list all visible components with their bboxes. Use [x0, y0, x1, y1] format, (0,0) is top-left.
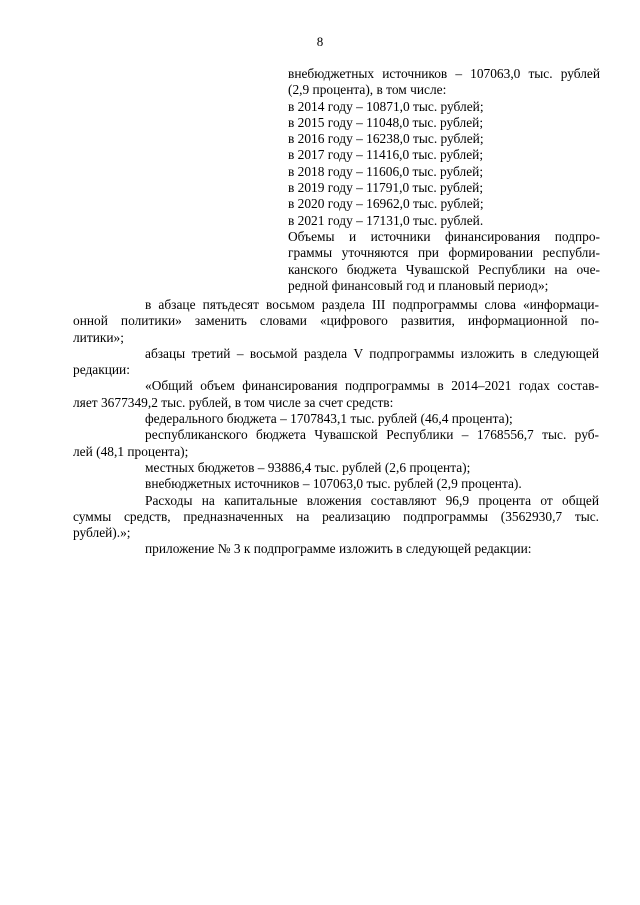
paragraph-federal-budget — [109, 411, 599, 427]
funding-summary-block — [288, 66, 600, 294]
paragraph-local-budgets — [109, 460, 599, 476]
year-2016-line: в 2016 году – 16238,0 тыс. рублей; — [288, 131, 484, 147]
paragraph-line: рублей).»; — [73, 525, 131, 541]
paragraph-line: приложение № 3 к подпрограмме изложить в следующей редакции: — [145, 541, 532, 557]
extra-budget-sources-line: внебюджетных источников – 107063,0 тыс. рублей — [288, 66, 600, 81]
funding-note-line: редной финансовый год и плановый период»; — [288, 277, 549, 293]
paragraph-line: республиканского бюджета Чувашской Республики – 1768556,7 тыс. руб- — [145, 427, 599, 443]
paragraph-line: суммы средств, предназначенных на реализацию подпрограммы (3562930,7 тыс. — [73, 508, 599, 524]
paragraph-republic-budget — [73, 427, 599, 460]
paragraph-line: «Общий объем финансирования подпрограммы в 2014–2021 годах состав- — [145, 378, 599, 394]
year-2017-line: в 2017 году – 11416,0 тыс. рублей; — [288, 147, 484, 163]
extra-budget-percent-line: (2,9 процента), в том числе: — [288, 82, 447, 98]
year-2021-line: в 2021 году – 17131,0 тыс. рублей. — [288, 212, 484, 228]
year-2019-line: в 2019 году – 11791,0 тыс. рублей; — [288, 180, 484, 196]
year-2020-line: в 2020 году – 16962,0 тыс. рублей; — [288, 196, 484, 212]
paragraph-section-iii — [73, 297, 599, 346]
paragraph-total-funding — [73, 378, 599, 411]
paragraph-appendix-3 — [109, 541, 599, 557]
paragraph-line: литики»; — [73, 329, 124, 345]
year-2014-line: в 2014 году – 10871,0 тыс. рублей; — [288, 98, 484, 114]
page-number: 8 — [316, 34, 324, 49]
year-2015-line: в 2015 году – 11048,0 тыс. рублей; — [288, 114, 484, 130]
paragraph-line: в абзаце пятьдесят восьмом раздела III подпрограммы слова «информаци- — [145, 297, 599, 312]
paragraph-line: Расходы на капитальные вложения составляют 96,9 процента от общей — [145, 492, 599, 508]
amendments-body — [73, 297, 599, 558]
funding-note-line: Объемы и источники финансирования подпро- — [288, 228, 600, 244]
funding-note-line: канского бюджета Чувашской Республики на оче- — [288, 261, 600, 277]
paragraph-line: федерального бюджета – 1707843,1 тыс. рублей (46,4 процента); — [145, 411, 513, 427]
year-2018-line: в 2018 году – 11606,0 тыс. рублей; — [288, 163, 484, 179]
paragraph-capital-investments — [73, 492, 599, 542]
paragraph-line: абзацы третий – восьмой раздела V подпрограммы изложить в следующей — [145, 345, 599, 361]
funding-note-line: граммы уточняются при формировании республи- — [288, 245, 600, 261]
paragraph-section-v — [73, 345, 599, 379]
paragraph-line: лей (48,1 процента); — [73, 443, 189, 459]
paragraph-line: местных бюджетов – 93886,4 тыс. рублей (2,6 процента); — [145, 459, 471, 475]
paragraph-line: онной политики» заменить словами «цифрового развития, информационной по- — [73, 313, 599, 329]
paragraph-line: внебюджетных источников – 107063,0 тыс. рублей (2,9 процента). — [145, 476, 522, 492]
paragraph-line: редакции: — [73, 362, 130, 378]
paragraph-extra-budget — [109, 476, 599, 492]
paragraph-line: ляет 3677349,2 тыс. рублей, в том числе за счет средств: — [73, 394, 394, 410]
